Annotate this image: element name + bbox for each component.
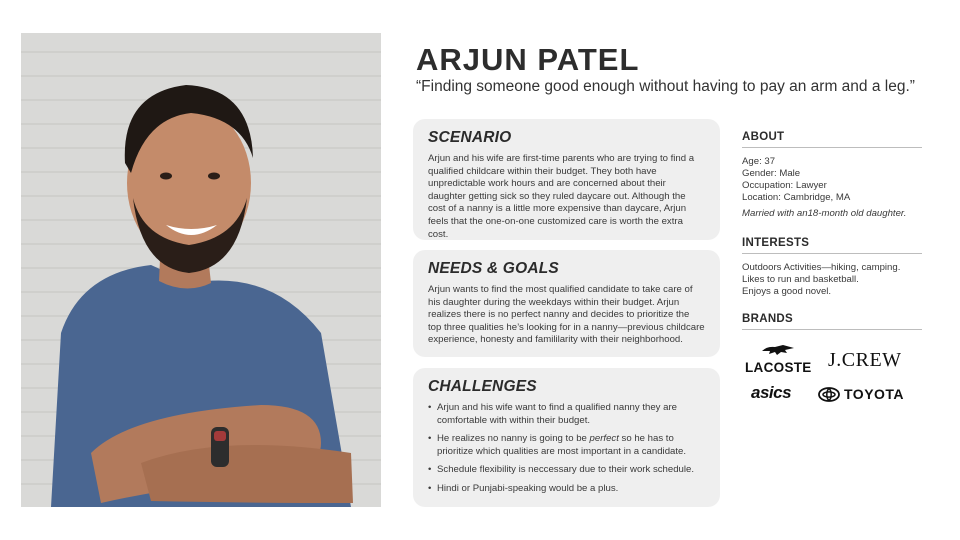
asics-logo: asics	[751, 383, 792, 402]
lacoste-wordmark: LACOSTE	[745, 360, 812, 375]
challenge-item: • Hindi or Punjabi-speaking would be a plus.	[428, 483, 705, 496]
brands-title: BRANDS	[742, 313, 922, 330]
interests-title: INTERESTS	[742, 237, 922, 254]
scenario-card	[413, 119, 720, 240]
crocodile-icon	[761, 343, 795, 357]
persona-photo-illustration	[21, 33, 381, 507]
interest-item: Likes to run and basketball.	[742, 274, 859, 285]
toyota-emblem-icon	[818, 387, 840, 402]
about-occupation: Occupation: Lawyer	[742, 180, 827, 191]
about-note: Married with an18-month old daughter.	[742, 208, 907, 219]
about-section	[742, 131, 922, 220]
toyota-logo	[818, 386, 904, 402]
challenges-card	[413, 368, 720, 507]
toyota-wordmark: TOYOTA	[844, 386, 905, 402]
about-title: ABOUT	[742, 131, 922, 148]
challenges-title: CHALLENGES	[428, 378, 537, 395]
challenge-item: • Arjun and his wife want to find a qualified nanny they are comfortable with within their budget.	[428, 402, 705, 427]
about-location: Location: Cambridge, MA	[742, 192, 851, 203]
about-age: Age: 37	[742, 156, 776, 167]
scenario-text: Arjun and his wife are first-time parents who are trying to find a qualified childcare within their budget. They both have unpredictable work hours and are concerned about their daughter getting sick so they ruled daycare out. Although the cost of a nanny is a little more expensive than daycare, Arjun feels that the one-on-one customized care is worth the extra cost.	[428, 153, 695, 240]
challenge-emphasis: perfect	[589, 433, 619, 445]
challenge-item	[428, 433, 705, 458]
interest-item: Outdoors Activities—hiking, camping.	[742, 262, 901, 273]
challenge-item: • Schedule flexibility is neccessary due to their work schedule.	[428, 464, 705, 477]
jcrew-logo: J.CREW	[828, 349, 902, 371]
needs-goals-card	[413, 250, 720, 357]
scenario-title: SCENARIO	[428, 129, 512, 146]
needs-goals-title: NEEDS & GOALS	[428, 260, 559, 277]
about-gender: Gender: Male	[742, 168, 801, 179]
challenges-list	[428, 402, 705, 496]
needs-goals-text: Arjun wants to find the most qualified candidate to take care of his daughter during the weekdays within their budget. Arjun realizes there is no perfect nanny and decides to prioritize the top three qualities he’s looking for in a nanny—previous childcare experience, honesty and famililarity with their neighborhood.	[428, 284, 705, 346]
persona-photo	[21, 33, 381, 507]
challenge-text: He realizes no nanny is going to be	[437, 433, 590, 445]
interest-item: Enjoys a good novel.	[742, 286, 832, 297]
challenge-text: so he has to prioritize which qualities are most important in a candidate.	[437, 433, 687, 457]
persona-name: ARJUN PATEL	[416, 42, 640, 77]
lacoste-logo	[745, 343, 811, 375]
persona-quote: “Finding someone good enough without having to pay an arm and a leg.”	[416, 78, 915, 95]
interests-section	[742, 237, 922, 298]
brands-section	[742, 313, 922, 330]
